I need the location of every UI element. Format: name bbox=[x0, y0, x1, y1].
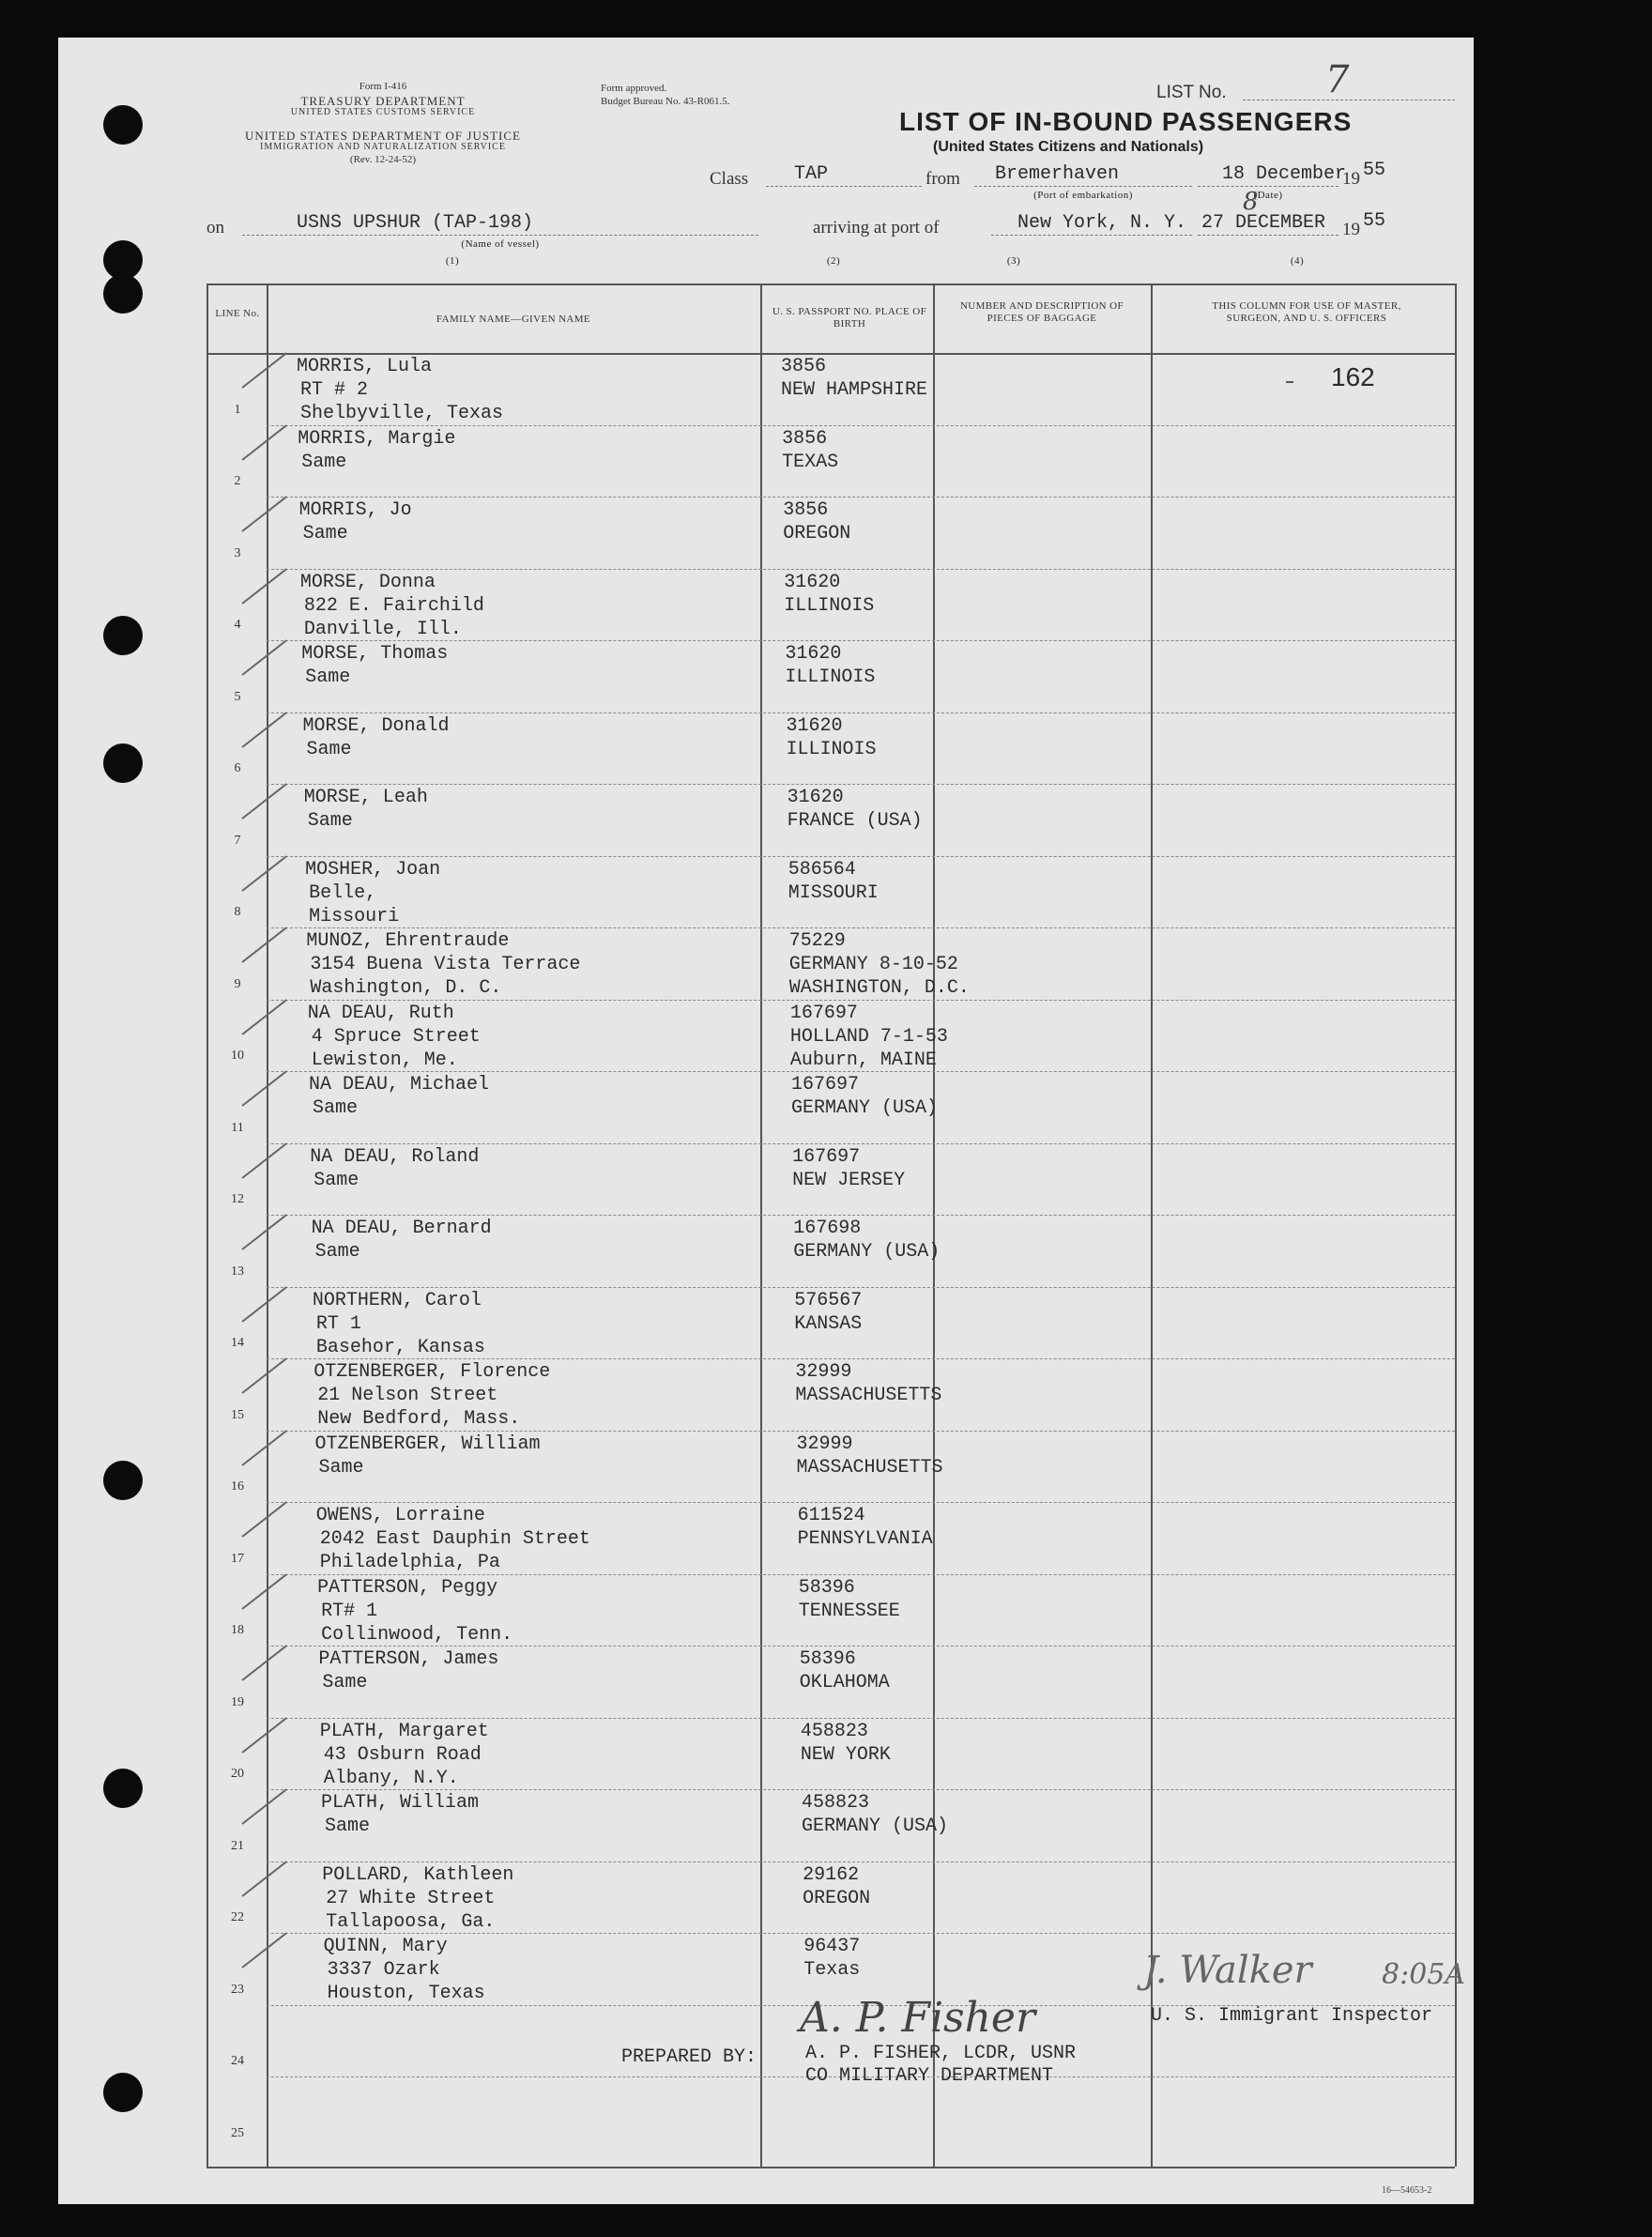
justice-dept: UNITED STATES DEPARTMENT OF JUSTICE bbox=[245, 129, 521, 143]
row-divider bbox=[267, 1933, 1455, 1934]
passenger-name: NORTHERN, Carol bbox=[312, 1290, 482, 1311]
on-label: on bbox=[206, 218, 224, 237]
passenger-address-line: RT 1 bbox=[315, 1313, 361, 1335]
row-line-number: 21 bbox=[231, 1839, 244, 1853]
passenger-name: NA DEAU, Ruth bbox=[307, 1003, 454, 1024]
passenger-name: PATTERSON, James bbox=[318, 1648, 499, 1670]
customs-service: UNITED STATES CUSTOMS SERVICE bbox=[290, 107, 476, 117]
passenger-name: PLATH, Margaret bbox=[319, 1721, 489, 1742]
row-line-number: 18 bbox=[231, 1623, 244, 1637]
passenger-name: MORSE, Leah bbox=[303, 787, 428, 808]
row-divider bbox=[267, 1502, 1455, 1503]
check-mark bbox=[241, 927, 287, 963]
passenger-address-line: Tallapoosa, Ga. bbox=[326, 1911, 496, 1933]
passport-number: 167697 bbox=[791, 1074, 860, 1096]
passport-birthplace bbox=[799, 1576, 900, 1623]
punch-hole bbox=[103, 2073, 143, 2112]
place-of-birth: OKLAHOMA bbox=[799, 1672, 890, 1693]
preparer-signature: A. P. Fisher bbox=[800, 1994, 1036, 2042]
passport-birthplace bbox=[803, 1935, 860, 1982]
passenger-name: OTZENBERGER, Florence bbox=[314, 1361, 551, 1383]
punch-hole bbox=[103, 274, 143, 314]
check-mark bbox=[241, 1501, 287, 1538]
page-title: LIST OF IN-BOUND PASSENGERS bbox=[899, 107, 1353, 136]
passenger-name-address bbox=[301, 642, 448, 689]
check-mark bbox=[241, 639, 287, 676]
list-no-label: LIST No. bbox=[1156, 83, 1227, 102]
col-divider-baggage bbox=[1151, 283, 1153, 2167]
check-mark bbox=[241, 1142, 287, 1179]
arrival-year-prefix: 19 bbox=[1342, 220, 1360, 239]
table-top-border bbox=[206, 283, 1455, 285]
passenger-address-line: Houston, Texas bbox=[327, 1983, 485, 2004]
check-mark bbox=[241, 1645, 287, 1681]
prepared-by-label: PREPARED BY: bbox=[621, 2046, 757, 2068]
passenger-address-line: Washington, D. C. bbox=[310, 977, 502, 999]
passenger-name: MORSE, Donald bbox=[302, 715, 450, 737]
row-divider bbox=[267, 1789, 1455, 1790]
passenger-address-line: Missouri bbox=[309, 906, 400, 927]
row-divider bbox=[267, 1431, 1455, 1432]
passenger-name-address bbox=[314, 1360, 550, 1431]
passenger-address-line: Same bbox=[307, 810, 353, 832]
passenger-address-line: Same bbox=[322, 1672, 368, 1693]
place-of-birth: Texas bbox=[803, 1959, 861, 1981]
col-number-3: (3) bbox=[1006, 255, 1021, 267]
passenger-name: MORSE, Donna bbox=[299, 572, 436, 593]
passport-number: 32999 bbox=[795, 1361, 852, 1383]
passenger-name: MORSE, Thomas bbox=[301, 643, 449, 665]
row-divider bbox=[267, 1358, 1455, 1359]
passenger-name-address bbox=[298, 427, 455, 474]
passenger-address-line: 21 Nelson Street bbox=[317, 1385, 498, 1406]
place-of-birth: ILLINOIS bbox=[784, 595, 875, 617]
passport-number: 58396 bbox=[799, 1648, 856, 1670]
passport-birthplace bbox=[795, 1360, 941, 1407]
place-of-birth: KANSAS bbox=[794, 1313, 863, 1335]
passenger-name: MORRIS, Margie bbox=[298, 428, 456, 450]
passenger-name-address bbox=[317, 1576, 512, 1647]
check-mark bbox=[241, 1430, 287, 1466]
manifest-page bbox=[58, 38, 1474, 2204]
row-divider bbox=[267, 425, 1455, 426]
passport-birthplace bbox=[794, 1289, 862, 1336]
passenger-address-line: Lewiston, Me. bbox=[311, 1050, 458, 1071]
place-of-birth: GERMANY (USA) bbox=[802, 1816, 949, 1837]
passenger-address-line: Same bbox=[302, 523, 348, 544]
row-line-number: 10 bbox=[231, 1049, 244, 1063]
embark-year-prefix: 19 bbox=[1342, 169, 1360, 189]
inspector-time: 8:05A bbox=[1382, 1958, 1466, 1991]
row-line-number: 5 bbox=[234, 690, 241, 704]
passenger-name-address bbox=[310, 1145, 479, 1192]
revision: (Rev. 12-24-52) bbox=[349, 154, 417, 165]
place-of-birth: Auburn, MAINE bbox=[789, 1050, 937, 1071]
passport-number: 32999 bbox=[796, 1433, 853, 1455]
passenger-address-line: New Bedford, Mass. bbox=[317, 1408, 521, 1430]
passport-birthplace bbox=[781, 355, 927, 402]
check-mark bbox=[241, 496, 287, 532]
passenger-name-address bbox=[321, 1791, 479, 1838]
passport-birthplace bbox=[783, 498, 850, 545]
passport-number: 75229 bbox=[788, 930, 846, 952]
passenger-address-line: Belle, bbox=[309, 882, 377, 904]
check-mark bbox=[241, 1070, 287, 1107]
passport-number: 31620 bbox=[785, 643, 842, 665]
passport-birthplace bbox=[798, 1504, 933, 1551]
embark-year: 55 bbox=[1363, 160, 1386, 181]
place-of-birth: OREGON bbox=[783, 523, 851, 544]
row-line-number: 6 bbox=[234, 761, 241, 775]
passenger-address-line: Basehor, Kansas bbox=[315, 1337, 485, 1358]
passenger-name: MOSHER, Joan bbox=[305, 859, 441, 881]
passenger-name: MUNOZ, Ehrentraude bbox=[306, 930, 510, 952]
page-subtitle: (United States Citizens and Nationals) bbox=[933, 139, 1204, 155]
passport-number: 31620 bbox=[786, 715, 843, 737]
place-of-birth: HOLLAND 7-1-53 bbox=[789, 1026, 948, 1048]
ins-service: IMMIGRATION AND NATURALIZATION SERVICE bbox=[260, 142, 506, 152]
passenger-name-address bbox=[299, 498, 412, 545]
col-number-4: (4) bbox=[1290, 255, 1305, 267]
passenger-address-line: Same bbox=[314, 1241, 360, 1263]
col-header-line-no: LINE No. bbox=[215, 308, 260, 319]
passport-birthplace bbox=[788, 858, 879, 905]
passport-birthplace bbox=[782, 427, 838, 474]
passenger-name: POLLARD, Kathleen bbox=[322, 1864, 514, 1886]
passenger-name: NA DEAU, Bernard bbox=[311, 1218, 492, 1239]
place-of-birth: TENNESSEE bbox=[798, 1601, 900, 1622]
passport-birthplace bbox=[801, 1720, 891, 1767]
row-divider bbox=[267, 1574, 1455, 1575]
place-of-birth: PENNSYLVANIA bbox=[797, 1528, 933, 1550]
row-divider bbox=[267, 497, 1455, 498]
passenger-name-address bbox=[318, 1647, 498, 1694]
passenger-address-line: 3337 Ozark bbox=[327, 1959, 440, 1981]
check-mark bbox=[241, 1357, 287, 1394]
check-mark bbox=[241, 568, 287, 605]
passenger-address-line: Same bbox=[318, 1457, 364, 1479]
passenger-name-address bbox=[300, 571, 484, 641]
punch-hole bbox=[103, 105, 143, 145]
passenger-address-line: Collinwood, Tenn. bbox=[321, 1624, 513, 1646]
passport-number: 3856 bbox=[782, 428, 828, 450]
check-mark bbox=[241, 1717, 287, 1754]
row-line-number: 12 bbox=[231, 1192, 244, 1206]
passport-number: 458823 bbox=[802, 1792, 870, 1814]
arrival-date-correction: 8 bbox=[1243, 188, 1259, 216]
inspector-title: U. S. Immigrant Inspector bbox=[1151, 2005, 1433, 2027]
passenger-address-line: Same bbox=[325, 1816, 371, 1837]
passport-birthplace bbox=[791, 1073, 938, 1120]
row-line-number: 4 bbox=[234, 618, 241, 632]
arrival-year: 55 bbox=[1363, 210, 1386, 232]
row-line-number: 15 bbox=[231, 1408, 244, 1422]
passenger-name: OTZENBERGER, William bbox=[314, 1433, 541, 1455]
passport-birthplace bbox=[785, 642, 875, 689]
passport-number: 3856 bbox=[781, 356, 827, 377]
punch-hole bbox=[103, 1769, 143, 1808]
passenger-name: OWENS, Lorraine bbox=[315, 1505, 485, 1526]
vessel-name: USNS UPSHUR (TAP-198) bbox=[297, 212, 534, 234]
preparer-name: A. P. FISHER, LCDR, USNR bbox=[805, 2043, 1077, 2064]
passenger-name: MORRIS, Jo bbox=[298, 499, 412, 521]
passport-birthplace bbox=[789, 929, 970, 1000]
embark-port-line bbox=[974, 186, 1192, 187]
check-mark bbox=[241, 1573, 287, 1610]
check-mark bbox=[241, 1861, 287, 1897]
passenger-address-line: RT # 2 bbox=[300, 379, 369, 401]
preparer-department: CO MILITARY DEPARTMENT bbox=[805, 2065, 1054, 2087]
passenger-name: PLATH, William bbox=[321, 1792, 480, 1814]
row-divider bbox=[267, 569, 1455, 570]
row-line-number: 11 bbox=[231, 1121, 244, 1135]
place-of-birth: NEW HAMPSHIRE bbox=[781, 379, 928, 401]
inspector-signature: J. Walker bbox=[1143, 1949, 1312, 1992]
passenger-name: NA DEAU, Roland bbox=[310, 1146, 480, 1168]
class-label: Class bbox=[710, 169, 749, 189]
passenger-address-line: Shelbyville, Texas bbox=[300, 403, 504, 424]
place-of-birth: MISSOURI bbox=[788, 882, 879, 904]
row-divider bbox=[267, 1287, 1455, 1288]
passenger-name-address bbox=[320, 1720, 489, 1790]
list-no-value: 7 bbox=[1325, 58, 1350, 101]
punch-hole bbox=[103, 743, 143, 783]
col-header-name: FAMILY NAME—GIVEN NAME bbox=[436, 314, 591, 325]
place-of-birth: GERMANY (USA) bbox=[791, 1097, 939, 1119]
punch-hole bbox=[103, 616, 143, 655]
passport-number: 58396 bbox=[798, 1577, 855, 1599]
form-approved: Form approved. bbox=[601, 83, 667, 94]
check-mark bbox=[241, 1788, 287, 1825]
passenger-name-address bbox=[309, 1073, 489, 1120]
row-divider bbox=[267, 1718, 1455, 1719]
row-line-number: 1 bbox=[234, 403, 241, 417]
col-number-2: (2) bbox=[826, 255, 841, 267]
passenger-address-line: Philadelphia, Pa bbox=[319, 1552, 500, 1573]
check-mark bbox=[241, 352, 287, 389]
row-line-number: 22 bbox=[231, 1910, 244, 1924]
passenger-address-line: 3154 Buena Vista Terrace bbox=[310, 954, 581, 975]
passport-number: 96437 bbox=[803, 1936, 861, 1957]
row-divider bbox=[267, 1071, 1455, 1072]
passenger-address-line: Same bbox=[305, 667, 351, 688]
table-left-border bbox=[206, 283, 208, 2167]
check-mark bbox=[241, 783, 287, 820]
place-of-birth: ILLINOIS bbox=[785, 667, 876, 688]
passport-number: 3856 bbox=[783, 499, 829, 521]
class-value: TAP bbox=[794, 163, 829, 185]
arrival-date: 27 DECEMBER bbox=[1201, 212, 1326, 234]
passport-birthplace bbox=[788, 786, 923, 833]
check-mark bbox=[241, 1932, 287, 1969]
col-divider-line-no bbox=[267, 283, 268, 2167]
passenger-name-address bbox=[324, 1935, 485, 2005]
row-divider bbox=[267, 1646, 1455, 1647]
arrival-port: New York, N. Y. bbox=[1017, 212, 1187, 234]
place-of-birth: GERMANY (USA) bbox=[793, 1241, 941, 1263]
row-line-number: 3 bbox=[234, 546, 241, 560]
passenger-address-line: 43 Osburn Road bbox=[323, 1744, 482, 1766]
passenger-address-line: Danville, Ill. bbox=[303, 619, 462, 640]
passport-number: 611524 bbox=[797, 1505, 865, 1526]
passport-number: 167697 bbox=[789, 1003, 858, 1024]
passenger-name-address bbox=[306, 929, 580, 1000]
passport-number: 586564 bbox=[788, 859, 856, 881]
check-mark bbox=[241, 1214, 287, 1250]
table-bottom-border bbox=[206, 2167, 1455, 2168]
row-line-number: 13 bbox=[231, 1264, 244, 1279]
form-number: Form I-416 bbox=[359, 81, 407, 92]
passenger-name: NA DEAU, Michael bbox=[309, 1074, 490, 1096]
col-number-1: (1) bbox=[445, 255, 460, 267]
passenger-name-address bbox=[297, 355, 503, 425]
row-line-number: 14 bbox=[231, 1336, 244, 1350]
embark-date: 18 December bbox=[1222, 163, 1347, 185]
row-line-number: 2 bbox=[234, 474, 241, 488]
row-line-number: 16 bbox=[231, 1479, 244, 1494]
passport-number: 576567 bbox=[794, 1290, 863, 1311]
passport-number: 31620 bbox=[787, 787, 844, 808]
passenger-address-line: 4 Spruce Street bbox=[311, 1026, 481, 1048]
row-divider bbox=[267, 640, 1455, 641]
passenger-address-line: 27 White Street bbox=[326, 1888, 496, 1909]
passport-number: 167698 bbox=[793, 1218, 862, 1239]
passenger-address-line: Same bbox=[313, 1097, 359, 1119]
col-divider-name bbox=[760, 283, 762, 2167]
arrival-date-line bbox=[1198, 235, 1338, 236]
vessel-line bbox=[242, 235, 758, 236]
passenger-address-line: 822 E. Fairchild bbox=[303, 595, 484, 617]
passenger-name-address bbox=[305, 858, 440, 928]
vessel-caption: (Name of vessel) bbox=[461, 238, 540, 250]
place-of-birth: FRANCE (USA) bbox=[787, 810, 923, 832]
row-divider bbox=[267, 1000, 1455, 1001]
print-code: 16—54653-2 bbox=[1382, 2185, 1432, 2196]
place-of-birth: ILLINOIS bbox=[786, 739, 877, 760]
row-line-number: 23 bbox=[231, 1983, 244, 1997]
row-divider bbox=[267, 1143, 1455, 1144]
passport-number: 458823 bbox=[800, 1721, 868, 1742]
passenger-name-address bbox=[304, 786, 428, 833]
passenger-address-line: Same bbox=[306, 739, 352, 760]
passenger-name-address bbox=[316, 1504, 590, 1574]
embark-port: Bremerhaven bbox=[995, 163, 1120, 185]
place-of-birth: MASSACHUSETTS bbox=[796, 1457, 943, 1479]
check-mark bbox=[241, 999, 287, 1035]
row-line-number: 24 bbox=[231, 2054, 244, 2068]
from-label: from bbox=[925, 169, 960, 189]
passport-birthplace bbox=[802, 1791, 948, 1838]
passport-birthplace bbox=[793, 1217, 940, 1264]
treasury-dept: TREASURY DEPARTMENT bbox=[300, 94, 466, 108]
place-of-birth: TEXAS bbox=[782, 452, 839, 473]
passenger-name: MORRIS, Lula bbox=[297, 356, 433, 377]
class-line bbox=[766, 186, 922, 187]
passport-number: 167697 bbox=[792, 1146, 861, 1168]
passenger-name-address bbox=[308, 1002, 481, 1072]
passenger-address-line: Same bbox=[301, 452, 347, 473]
passport-birthplace bbox=[792, 1145, 905, 1192]
row-line-number: 9 bbox=[234, 977, 241, 991]
row-divider bbox=[267, 927, 1455, 928]
table-right-border bbox=[1455, 283, 1457, 2167]
passport-birthplace bbox=[784, 571, 874, 618]
arrival-port-line bbox=[991, 235, 1192, 236]
check-mark bbox=[241, 424, 287, 461]
passenger-name-address bbox=[303, 714, 450, 761]
row-divider bbox=[267, 856, 1455, 857]
passport-birthplace bbox=[787, 714, 877, 761]
place-of-birth: WASHINGTON, D.C. bbox=[788, 977, 970, 999]
col-header-officers: THIS COLUMN FOR USE OF MASTER, SURGEON, AND U. S. OFFICERS bbox=[1212, 300, 1401, 324]
row-line-number: 8 bbox=[234, 905, 241, 919]
row-divider bbox=[267, 784, 1455, 785]
row-line-number: 19 bbox=[231, 1695, 244, 1709]
place-of-birth: NEW JERSEY bbox=[792, 1170, 906, 1191]
row-line-number: 25 bbox=[231, 2126, 244, 2140]
passport-number: 31620 bbox=[784, 572, 841, 593]
passport-birthplace bbox=[797, 1433, 943, 1479]
row-line-number: 20 bbox=[231, 1767, 244, 1781]
row-line-number: 7 bbox=[234, 834, 241, 848]
place-of-birth: GERMANY 8-10-52 bbox=[788, 954, 958, 975]
row-divider bbox=[267, 1215, 1455, 1216]
passenger-name: PATTERSON, Peggy bbox=[317, 1577, 498, 1599]
passport-birthplace bbox=[790, 1002, 948, 1072]
passport-number: 29162 bbox=[803, 1864, 860, 1886]
budget-bureau: Budget Bureau No. 43-R061.5. bbox=[601, 96, 730, 107]
embark-date-line bbox=[1198, 186, 1338, 187]
passport-birthplace bbox=[800, 1647, 890, 1694]
passenger-name-address bbox=[313, 1289, 485, 1359]
check-mark bbox=[241, 712, 287, 748]
arriving-label: arriving at port of bbox=[813, 218, 940, 237]
punch-hole bbox=[103, 1461, 143, 1500]
passenger-address-line: Same bbox=[314, 1170, 359, 1191]
passenger-name-address bbox=[315, 1433, 541, 1479]
place-of-birth: NEW YORK bbox=[800, 1744, 891, 1766]
officer-count-annotation: 162 bbox=[1331, 362, 1375, 391]
embark-port-caption: (Port of embarkation) bbox=[1033, 190, 1133, 201]
passenger-name-address bbox=[312, 1217, 492, 1264]
check-mark bbox=[241, 1286, 287, 1323]
passenger-address-line: Albany, N.Y. bbox=[323, 1768, 459, 1789]
place-of-birth: OREGON bbox=[803, 1888, 871, 1909]
place-of-birth: MASSACHUSETTS bbox=[795, 1385, 942, 1406]
check-mark bbox=[241, 855, 287, 892]
passport-birthplace bbox=[803, 1863, 870, 1910]
embark-date-caption: (Date) bbox=[1253, 190, 1283, 201]
row-line-number: 17 bbox=[231, 1552, 244, 1566]
row-divider bbox=[267, 712, 1455, 713]
passenger-name-address bbox=[322, 1863, 513, 1934]
passenger-address-line: 2042 East Dauphin Street bbox=[319, 1528, 590, 1550]
col-header-baggage: NUMBER AND DESCRIPTION OF PIECES OF BAGGAGE bbox=[959, 300, 1124, 324]
passenger-address-line: RT# 1 bbox=[321, 1601, 378, 1622]
col-header-passport: U. S. PASSPORT NO. PLACE OF BIRTH bbox=[772, 306, 927, 329]
passenger-name: QUINN, Mary bbox=[323, 1936, 448, 1957]
officer-dash bbox=[1286, 381, 1293, 383]
